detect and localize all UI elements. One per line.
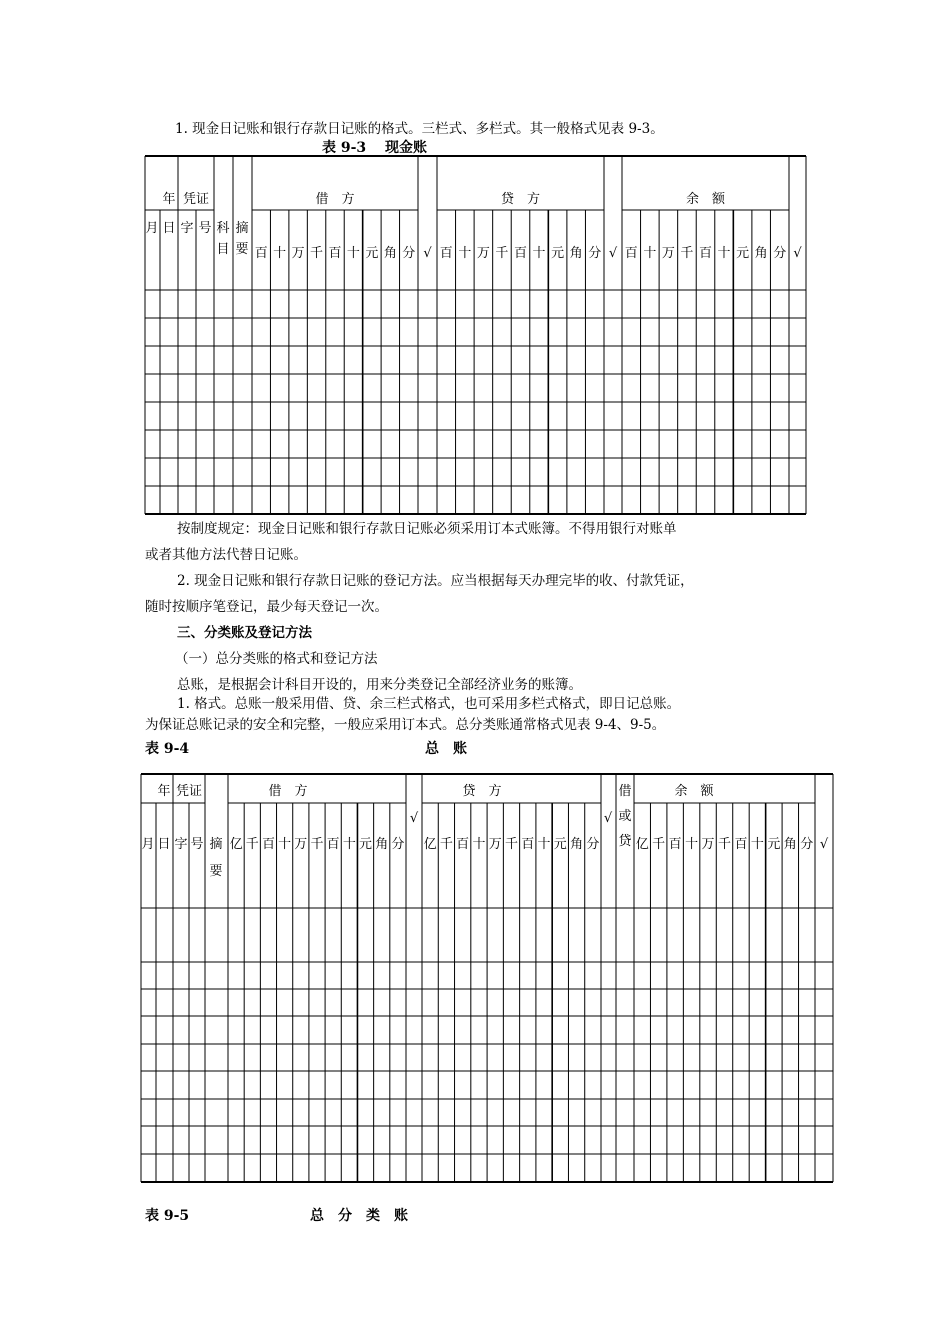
voucher-label: 凭证	[175, 784, 203, 799]
check-mark: √	[793, 246, 802, 261]
digit-label: 百	[328, 246, 342, 261]
table-9-3-caption: 表 9-3 现金账	[322, 140, 428, 156]
digit-label: 元	[551, 246, 565, 261]
digit-label: 万	[661, 246, 675, 261]
month-label: 月	[145, 221, 159, 236]
digit-label: 元	[365, 246, 379, 261]
table-9-5-caption-title: 总 分 类 账	[310, 1208, 408, 1224]
summary-label: 要	[235, 242, 249, 257]
digit-label: 十	[342, 837, 356, 852]
table-9-5-caption-number: 表 9-5	[145, 1208, 190, 1224]
paragraph-method	[145, 568, 815, 594]
digit-label: 分	[402, 246, 416, 261]
summary-label: 摘	[209, 837, 223, 852]
digit-label: 千	[439, 837, 453, 852]
balance-header: 余 额	[674, 784, 714, 799]
balance-header: 余 额	[685, 192, 726, 207]
digit-label: 千	[717, 837, 732, 852]
digit-label: 百	[254, 246, 268, 261]
digit-label: 十	[537, 837, 551, 852]
digit-label: 百	[668, 837, 682, 852]
word-label: 字	[180, 221, 194, 236]
paragraph-rule-line2: 或者其他方法代替日记账。	[145, 547, 307, 563]
credit-header: 贷 方	[462, 784, 502, 799]
paragraph-format-line1: 1. 格式。总账一般采用借、贷、余三栏式格式，也可采用多栏式格式，即日记总账。	[177, 696, 681, 712]
digit-label: 角	[754, 246, 768, 261]
year-label: 年	[162, 192, 176, 207]
digit-label: 十	[685, 837, 699, 852]
digit-label: 百	[439, 246, 453, 261]
digit-label: 千	[504, 837, 519, 852]
digit-label: 千	[680, 246, 694, 261]
paragraph-general-ledger: 总账，是根据会计科目开设的，用来分类登记全部经济业务的账簿。	[177, 677, 582, 693]
digit-label: 千	[310, 246, 324, 261]
check-mark: √	[603, 811, 613, 826]
digit-label: 万	[488, 837, 502, 852]
digit-label: 亿	[423, 837, 437, 852]
digit-label: 十	[717, 246, 731, 261]
digit-label: 千	[310, 837, 324, 852]
digit-label: 十	[278, 837, 292, 852]
paragraph-rule-line1: 按制度规定：现金日记账和银行存款日记账必须采用订本式账簿。不得用银行对账单	[177, 521, 677, 537]
digit-label: 角	[375, 837, 389, 852]
digit-label: 亿	[635, 837, 649, 852]
digit-label: 角	[783, 837, 797, 852]
digit-label: 百	[521, 837, 535, 852]
digit-label: 百	[326, 837, 340, 852]
digit-label: 百	[624, 246, 638, 261]
digit-label: 元	[553, 837, 567, 852]
paragraph-method-line1: 2. 现金日记账和银行存款日记账的登记方法。应当根据每天办理完毕的收、付款凭证，	[177, 573, 694, 589]
digit-label: 十	[532, 246, 546, 261]
digit-label: 分	[586, 837, 600, 852]
check-mark: √	[608, 246, 618, 261]
intro-line: 1. 现金日记账和银行存款日记账的格式。三栏式、多栏式。其一般格式见表 9-3。	[175, 121, 664, 137]
digit-label: 分	[773, 246, 787, 261]
summary-label: 要	[209, 864, 223, 879]
digit-label: 十	[643, 246, 657, 261]
paragraph-format-line2: 为保证总账记录的安全和完整，一般应采用订本式。总分类账通常格式见表 9-4、9-5。	[145, 717, 666, 733]
digit-label: 角	[570, 837, 584, 852]
year-label: 年	[157, 784, 171, 799]
digit-label: 元	[359, 837, 373, 852]
digit-label: 十	[458, 246, 472, 261]
number-label: 号	[190, 837, 204, 852]
digit-label: 万	[701, 837, 715, 852]
check-mark: √	[819, 837, 829, 852]
cash-ledger-table	[145, 156, 806, 514]
digit-label: 十	[346, 246, 360, 261]
day-label: 日	[162, 221, 176, 236]
debit-or-credit-label: 或	[618, 809, 632, 824]
digit-label: 千	[245, 837, 259, 852]
check-mark: √	[423, 246, 432, 261]
digit-label: 十	[750, 837, 764, 852]
digit-label: 分	[800, 837, 814, 852]
section-heading: 三、分类账及登记方法	[177, 625, 312, 641]
digit-label: 元	[767, 837, 781, 852]
digit-label: 万	[294, 837, 308, 852]
word-label: 字	[174, 837, 188, 852]
digit-label: 元	[736, 246, 750, 261]
digit-label: 百	[261, 837, 275, 852]
table-9-4-caption-title: 总 账	[425, 741, 467, 757]
digit-label: 分	[588, 246, 602, 261]
digit-label: 分	[391, 837, 405, 852]
digit-label: 亿	[229, 837, 243, 852]
number-label: 号	[198, 221, 212, 236]
subject-label: 科	[216, 221, 230, 236]
digit-label: 角	[569, 246, 583, 261]
digit-label: 十	[472, 837, 486, 852]
summary-label: 摘	[235, 221, 249, 236]
digit-label: 角	[383, 246, 397, 261]
general-ledger-table	[141, 774, 833, 1182]
subsection-heading: （一）总分类账的格式和登记方法	[175, 651, 378, 667]
digit-label: 千	[495, 246, 509, 261]
digit-label: 百	[513, 246, 528, 261]
day-label: 日	[157, 837, 171, 852]
debit-or-credit-label: 借	[618, 784, 632, 799]
table-9-4-caption-number: 表 9-4	[145, 741, 190, 757]
paragraph-method-line2: 随时按顺序笔登记，最少每天登记一次。	[145, 599, 388, 615]
digit-label: 千	[652, 837, 666, 852]
paragraph-rule	[145, 516, 815, 542]
digit-label: 万	[476, 246, 490, 261]
voucher-label: 凭证	[182, 192, 210, 207]
subject-label: 目	[216, 242, 230, 257]
debit-header: 借 方	[268, 784, 308, 799]
month-label: 月	[141, 837, 155, 852]
digit-label: 百	[456, 837, 470, 852]
digit-label: 百	[698, 246, 713, 261]
debit-header: 借 方	[315, 192, 355, 207]
digit-label: 十	[273, 246, 287, 261]
digit-label: 万	[291, 246, 305, 261]
digit-label: 百	[734, 837, 748, 852]
check-mark: √	[409, 811, 419, 826]
debit-or-credit-label: 贷	[618, 834, 632, 849]
credit-header: 贷 方	[500, 192, 541, 207]
